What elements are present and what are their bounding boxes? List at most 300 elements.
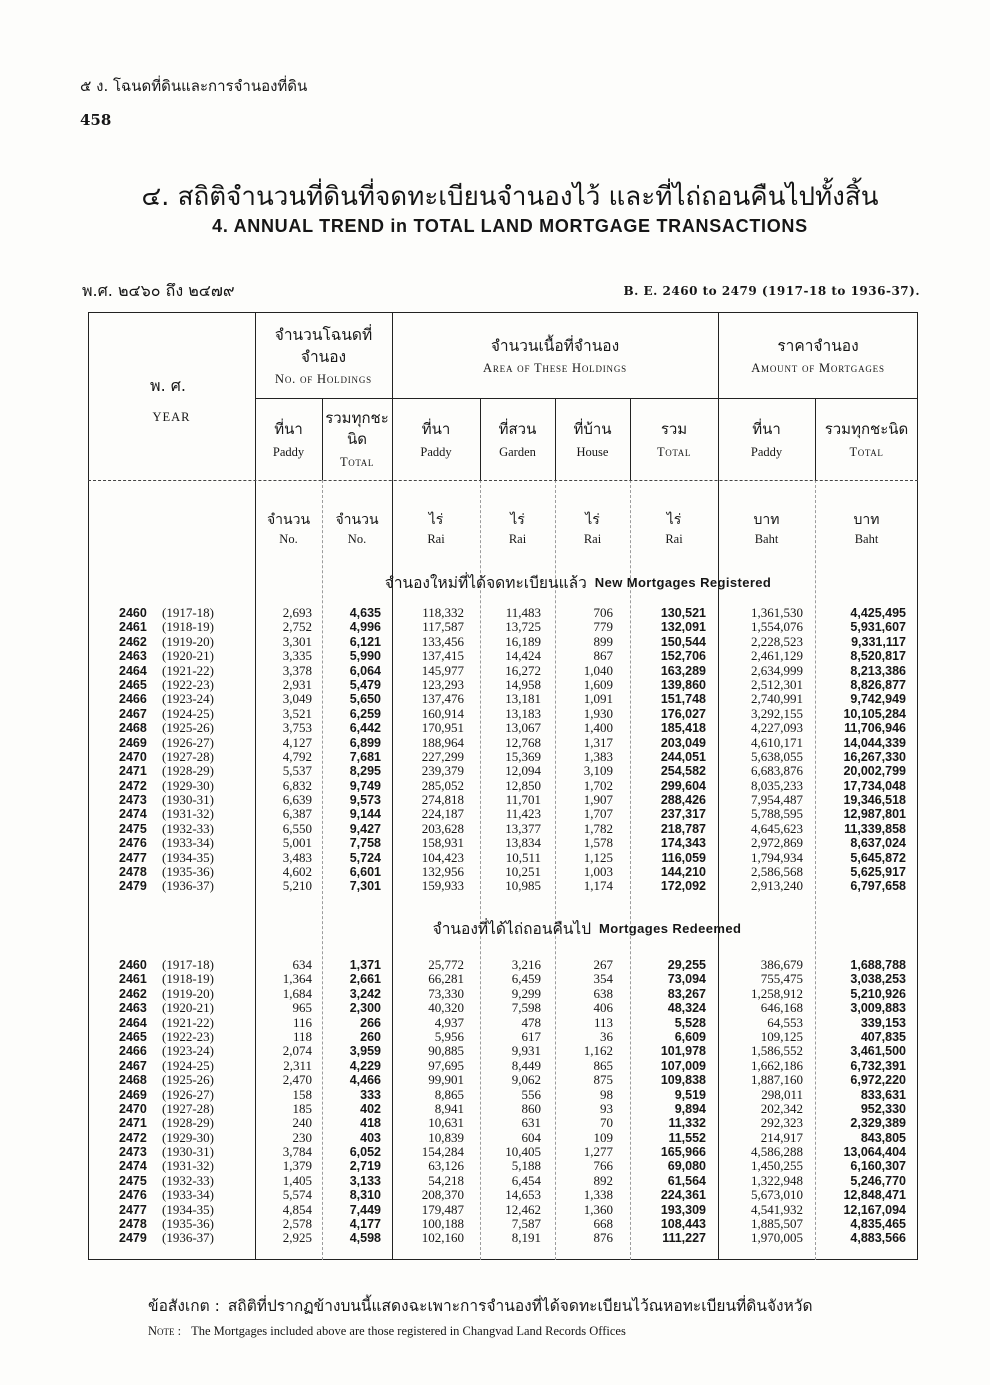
holdings-paddy-value: 1,379 — [282, 1158, 312, 1174]
amount-paddy-value: 2,461,129 — [751, 648, 803, 664]
year-be: 2464 — [119, 1015, 147, 1030]
area-house-value: 899 — [593, 633, 613, 649]
holdings-total-value: 3,959 — [349, 1044, 381, 1059]
amount-paddy-value: 3,292,155 — [751, 705, 803, 721]
holdings-total-value: 6,052 — [349, 1145, 381, 1160]
amount-total-value: 8,213,386 — [850, 663, 906, 678]
area-paddy-value: 274,818 — [421, 792, 464, 808]
section-title-thai: จำนองที่ได้ไถ่ถอนคืนไป — [432, 919, 592, 938]
holdings-total-value: 402 — [360, 1101, 381, 1116]
holdings-paddy-value: 3,378 — [282, 662, 312, 678]
year-ce: (1932-33) — [162, 1172, 214, 1188]
new-mortgages-rows — [88, 606, 918, 894]
holdings-paddy-value: 230 — [292, 1129, 312, 1145]
year-cell — [88, 1073, 255, 1087]
table-row — [88, 1203, 918, 1217]
period-thai: พ.ศ. ๒๔๖๐ ถึง ๒๔๗๙ — [82, 281, 235, 300]
year-ce: (1923-24) — [162, 691, 214, 707]
area-house-value: 1,277 — [583, 1144, 613, 1160]
area-total-value: 9,894 — [674, 1101, 706, 1116]
area-paddy-value: 40,320 — [428, 1000, 464, 1016]
year-be: 2471 — [119, 764, 147, 779]
holdings-total-value: 333 — [360, 1087, 381, 1102]
area-total-value: 101,978 — [660, 1044, 706, 1059]
section-title-thai: จำนองใหม่ที่ได้จดทะเบียนแล้ว — [384, 573, 587, 592]
year-be: 2476 — [119, 1188, 147, 1203]
area-house-value: 1,174 — [583, 878, 613, 894]
area-house-value: 638 — [593, 985, 613, 1001]
holdings-paddy-value: 1,364 — [282, 971, 312, 987]
year-cell — [88, 1217, 255, 1231]
year-ce: (1928-29) — [162, 763, 214, 779]
area-house-value: 706 — [593, 605, 613, 620]
amount-total-value: 339,153 — [860, 1015, 906, 1030]
year-cell — [88, 1159, 255, 1173]
amount-paddy-value: 646,168 — [760, 1000, 803, 1016]
area-paddy-value: 160,914 — [421, 705, 464, 721]
table-row — [88, 1116, 918, 1130]
amount-total-value: 3,009,883 — [850, 1001, 906, 1016]
area-total-value: 132,091 — [660, 620, 706, 635]
area-garden-value: 13,067 — [505, 720, 541, 736]
year-header-thai: พ. ศ. — [150, 376, 186, 395]
amount-paddy-value: 292,323 — [760, 1115, 803, 1131]
holdings-total-value: 3,242 — [349, 986, 381, 1001]
table-row — [88, 1174, 918, 1188]
table-row — [88, 1059, 918, 1073]
year-be: 2474 — [119, 1159, 147, 1174]
amount-paddy-value: 64,553 — [767, 1014, 803, 1030]
column-header-area-house — [555, 398, 630, 480]
area-garden-value: 10,405 — [505, 1144, 541, 1160]
holdings-paddy-value: 158 — [292, 1086, 312, 1102]
table-row — [88, 1102, 918, 1116]
area-house-value: 70 — [600, 1115, 613, 1131]
year-ce: (1924-25) — [162, 705, 214, 721]
year-ce: (1934-35) — [162, 849, 214, 865]
holdings-total-value: 1,371 — [349, 958, 381, 972]
area-house-value: 1,400 — [583, 720, 613, 736]
table-row — [88, 1159, 918, 1173]
year-be: 2467 — [119, 1058, 147, 1073]
area-house-value: 1,702 — [583, 777, 613, 793]
header-dashed-rule — [88, 480, 918, 481]
unit-thai: บาท — [853, 511, 880, 528]
column-header-thai: รวมทุกชะนิด — [824, 419, 909, 438]
year-cell — [88, 707, 255, 721]
year-cell — [88, 779, 255, 793]
year-be: 2478 — [119, 865, 147, 880]
table-row — [88, 1073, 918, 1087]
area-house-value: 766 — [593, 1158, 613, 1174]
holdings-total-value: 6,899 — [349, 735, 381, 750]
area-paddy-value: 54,218 — [428, 1172, 464, 1188]
area-total-value: 139,860 — [660, 677, 706, 692]
table-row — [88, 1188, 918, 1202]
year-be: 2462 — [119, 634, 147, 649]
year-cell — [88, 620, 255, 634]
year-ce: (1931-32) — [162, 806, 214, 822]
year-ce: (1917-18) — [162, 957, 214, 972]
column-header-thai: ที่นา — [421, 419, 451, 438]
holdings-paddy-value: 2,578 — [282, 1216, 312, 1232]
area-garden-value: 12,462 — [505, 1201, 541, 1217]
unit-thai: ไร่ — [510, 511, 525, 528]
table-row — [88, 692, 918, 706]
area-house-value: 98 — [600, 1086, 613, 1102]
unit-area-house — [555, 500, 630, 556]
holdings-total-value: 4,177 — [349, 1217, 381, 1232]
amount-total-value: 407,835 — [860, 1029, 906, 1044]
area-total-value: 237,317 — [660, 807, 706, 822]
year-cell — [88, 793, 255, 807]
year-ce: (1936-37) — [162, 1230, 214, 1246]
year-ce: (1919-20) — [162, 985, 214, 1001]
year-ce: (1924-25) — [162, 1057, 214, 1073]
area-house-value: 1,338 — [583, 1187, 613, 1203]
year-ce: (1920-21) — [162, 1000, 214, 1016]
year-be: 2470 — [119, 1101, 147, 1116]
holdings-total-value: 4,598 — [349, 1231, 381, 1246]
amount-paddy-value: 4,586,288 — [751, 1144, 803, 1160]
area-total-value: 9,519 — [674, 1087, 706, 1102]
area-total-value: 224,361 — [660, 1188, 706, 1203]
year-cell — [88, 972, 255, 986]
column-header-english: Paddy — [750, 444, 783, 459]
year-cell — [88, 721, 255, 735]
year-cell — [88, 692, 255, 706]
area-garden-value: 12,850 — [505, 777, 541, 793]
area-house-value: 406 — [593, 1000, 613, 1016]
table-row — [88, 606, 918, 620]
column-header-area-total — [630, 398, 718, 480]
year-cell — [88, 606, 255, 620]
holdings-paddy-value: 6,832 — [282, 777, 312, 793]
table-row — [88, 707, 918, 721]
amount-total-value: 5,645,872 — [850, 850, 906, 865]
amount-total-value: 4,835,465 — [850, 1217, 906, 1232]
table-row — [88, 1044, 918, 1058]
section-title-new-mortgages — [238, 570, 918, 594]
area-house-value: 1,907 — [583, 792, 613, 808]
table-row — [88, 958, 918, 972]
year-ce: (1929-30) — [162, 777, 214, 793]
area-garden-value: 15,369 — [505, 748, 541, 764]
column-header-english: Total — [849, 444, 884, 459]
amount-paddy-value: 4,227,093 — [751, 720, 803, 736]
column-header-amount-total — [815, 398, 918, 480]
holdings-total-value: 5,479 — [349, 677, 381, 692]
area-house-value: 867 — [593, 648, 613, 664]
holdings-total-value: 5,724 — [349, 850, 381, 865]
area-paddy-value: 4,937 — [434, 1014, 464, 1030]
area-house-value: 1,003 — [583, 864, 613, 880]
year-ce: (1936-37) — [162, 878, 214, 894]
section-title-redeemed — [256, 916, 918, 940]
holdings-total-value: 418 — [360, 1116, 381, 1131]
year-cell — [88, 764, 255, 778]
holdings-total-value: 6,601 — [349, 865, 381, 880]
year-be: 2464 — [119, 663, 147, 678]
year-be: 2468 — [119, 1073, 147, 1088]
area-garden-value: 631 — [521, 1115, 541, 1131]
page-number: 458 — [80, 111, 112, 129]
year-ce: (1935-36) — [162, 864, 214, 880]
area-group-english: Area of These Holdings — [483, 360, 627, 375]
holdings-total-value: 2,719 — [349, 1159, 381, 1174]
area-paddy-value: 25,772 — [428, 957, 464, 972]
year-cell — [88, 1174, 255, 1188]
year-be: 2469 — [119, 735, 147, 750]
area-total-value: 5,528 — [674, 1015, 706, 1030]
area-garden-value: 6,459 — [511, 971, 541, 987]
table-row — [88, 721, 918, 735]
amount-paddy-value: 1,258,912 — [751, 985, 803, 1001]
amount-paddy-value: 2,512,301 — [751, 676, 803, 692]
year-ce: (1930-31) — [162, 792, 214, 808]
area-total-value: 288,426 — [660, 793, 706, 808]
amount-paddy-value: 386,679 — [760, 957, 803, 972]
amount-total-value: 952,330 — [860, 1101, 906, 1116]
area-total-value: 144,210 — [660, 865, 706, 880]
column-header-thai: รวม — [660, 419, 688, 438]
table-row — [88, 1217, 918, 1231]
year-ce: (1919-20) — [162, 633, 214, 649]
year-header — [88, 312, 255, 480]
holdings-paddy-value: 1,684 — [282, 985, 312, 1001]
area-total-value: 11,552 — [668, 1130, 706, 1145]
year-cell — [88, 750, 255, 764]
table-row — [88, 1016, 918, 1030]
area-paddy-value: 203,628 — [421, 820, 464, 836]
unit-thai: ไร่ — [428, 511, 444, 528]
column-header-english: Paddy — [420, 444, 452, 459]
area-garden-value: 14,424 — [505, 648, 541, 664]
year-cell — [88, 879, 255, 893]
amount-total-value: 11,706,946 — [844, 721, 906, 736]
year-cell — [88, 851, 255, 865]
table-row — [88, 1088, 918, 1102]
year-be: 2477 — [119, 1202, 147, 1217]
area-garden-value: 14,653 — [505, 1187, 541, 1203]
holdings-paddy-value: 5,001 — [282, 835, 312, 851]
area-garden-value: 11,423 — [505, 806, 541, 822]
amount-paddy-value: 2,586,568 — [751, 864, 803, 880]
amount-total-value: 8,637,024 — [850, 836, 906, 851]
footnote-text-english: The Mortgages included above are those registered in Changvad Land Records Offices — [191, 1324, 626, 1338]
area-paddy-value: 10,839 — [428, 1129, 464, 1145]
column-header-area-paddy — [392, 398, 480, 480]
year-cell — [88, 664, 255, 678]
column-header-thai: ที่สวน — [498, 419, 537, 438]
amount-total-value: 11,339,858 — [844, 821, 906, 836]
area-garden-value: 9,931 — [511, 1043, 541, 1059]
year-ce: (1926-27) — [162, 734, 214, 750]
area-garden-value: 3,216 — [511, 957, 541, 972]
amount-paddy-value: 298,011 — [761, 1086, 803, 1102]
area-total-value: 203,049 — [660, 735, 706, 750]
year-ce: (1917-18) — [162, 605, 214, 620]
column-header-english: Total — [340, 455, 374, 469]
area-garden-value: 9,299 — [511, 985, 541, 1001]
area-total-value: 109,838 — [660, 1073, 706, 1088]
area-total-value: 174,343 — [660, 836, 706, 851]
area-total-value: 152,706 — [660, 649, 706, 664]
area-paddy-value: 10,631 — [428, 1115, 464, 1131]
holdings-paddy-value: 6,639 — [282, 792, 312, 808]
year-cell — [88, 1059, 255, 1073]
holdings-total-value: 9,144 — [349, 807, 381, 822]
area-total-value: 48,324 — [667, 1001, 706, 1016]
area-total-value: 11,332 — [668, 1116, 706, 1131]
year-be: 2479 — [119, 879, 147, 894]
year-ce: (1922-23) — [162, 1028, 214, 1044]
amount-paddy-value: 1,970,005 — [751, 1230, 803, 1246]
area-garden-value: 6,454 — [511, 1172, 541, 1188]
table-row — [88, 635, 918, 649]
year-ce: (1927-28) — [162, 1100, 214, 1116]
area-paddy-value: 158,931 — [421, 835, 464, 851]
amount-total-value: 13,064,404 — [843, 1145, 906, 1160]
year-be: 2463 — [119, 1001, 147, 1016]
area-garden-value: 7,587 — [511, 1216, 541, 1232]
year-cell — [88, 865, 255, 879]
column-header-amount-paddy — [718, 398, 815, 480]
table-row — [88, 664, 918, 678]
amount-total-value: 843,805 — [860, 1130, 906, 1145]
year-be: 2465 — [119, 677, 147, 692]
holdings-total-value: 4,466 — [349, 1073, 381, 1088]
amount-paddy-value: 1,450,255 — [751, 1158, 803, 1174]
year-cell — [88, 1188, 255, 1202]
unit-area-paddy — [392, 500, 480, 556]
holdings-total-value: 4,635 — [349, 606, 381, 620]
area-paddy-value: 73,330 — [428, 985, 464, 1001]
area-total-value: 165,966 — [660, 1145, 706, 1160]
section-title-english: New Mortgages Registered — [594, 574, 772, 590]
unit-english: No. — [279, 531, 298, 546]
amount-total-value: 6,160,307 — [850, 1159, 906, 1174]
amount-total-value: 12,848,471 — [843, 1188, 906, 1203]
holdings-paddy-value: 185 — [292, 1100, 312, 1116]
year-ce: (1926-27) — [162, 1086, 214, 1102]
year-ce: (1927-28) — [162, 748, 214, 764]
amount-paddy-value: 202,342 — [760, 1100, 803, 1116]
year-cell — [88, 958, 255, 972]
area-garden-value: 7,598 — [511, 1000, 541, 1016]
holdings-group-thai: จำนวนโฉนดที่จำนอง — [274, 325, 373, 366]
table-row — [88, 851, 918, 865]
column-header-holdings-paddy — [255, 398, 322, 480]
mortgage-table — [88, 312, 918, 1260]
year-cell — [88, 678, 255, 692]
table-border-bottom — [88, 1259, 918, 1260]
area-paddy-value: 132,956 — [421, 864, 464, 880]
column-header-english: House — [576, 444, 609, 459]
amount-paddy-value: 2,913,240 — [751, 878, 803, 894]
area-paddy-value: 104,423 — [421, 849, 464, 865]
holdings-paddy-value: 3,049 — [282, 691, 312, 707]
amount-paddy-value: 1,322,948 — [751, 1172, 803, 1188]
area-garden-value: 860 — [521, 1100, 541, 1116]
amount-paddy-value: 1,586,552 — [751, 1043, 803, 1059]
year-ce: (1929-30) — [162, 1129, 214, 1145]
area-garden-value: 14,958 — [505, 676, 541, 692]
holdings-total-value: 2,661 — [349, 972, 381, 987]
year-ce: (1931-32) — [162, 1158, 214, 1174]
area-garden-value: 478 — [521, 1014, 541, 1030]
area-house-value: 1,578 — [583, 835, 613, 851]
area-garden-value: 8,191 — [511, 1230, 541, 1246]
year-ce: (1925-26) — [162, 720, 214, 736]
amount-total-value: 5,625,917 — [850, 865, 906, 880]
holdings-paddy-value: 1,405 — [282, 1172, 312, 1188]
amount-group-header — [718, 312, 918, 398]
amount-paddy-value: 1,554,076 — [751, 619, 803, 635]
holdings-paddy-value: 2,693 — [282, 605, 312, 620]
amount-total-value: 8,826,877 — [850, 677, 906, 692]
area-house-value: 354 — [593, 971, 613, 987]
area-paddy-value: 99,901 — [428, 1072, 464, 1088]
amount-total-value: 3,461,500 — [850, 1044, 906, 1059]
area-garden-value: 8,449 — [511, 1057, 541, 1073]
holdings-paddy-value: 2,931 — [282, 676, 312, 692]
amount-total-value: 17,734,048 — [843, 778, 906, 793]
area-house-value: 1,383 — [583, 748, 613, 764]
year-cell — [88, 635, 255, 649]
amount-paddy-value: 6,683,876 — [751, 763, 803, 779]
table-row — [88, 1231, 918, 1245]
amount-paddy-value: 214,917 — [760, 1129, 803, 1145]
year-ce: (1935-36) — [162, 1216, 214, 1232]
area-garden-value: 13,183 — [505, 705, 541, 721]
area-total-value: 116,059 — [661, 850, 706, 865]
year-be: 2462 — [119, 986, 147, 1001]
amount-paddy-value: 7,954,487 — [751, 792, 803, 808]
year-be: 2476 — [119, 836, 147, 851]
area-paddy-value: 5,956 — [434, 1028, 464, 1044]
area-garden-value: 12,094 — [505, 763, 541, 779]
holdings-total-value: 4,996 — [349, 620, 381, 635]
area-house-value: 865 — [593, 1057, 613, 1073]
unit-area-garden — [480, 500, 555, 556]
unit-thai: ไร่ — [585, 511, 600, 528]
table-row — [88, 836, 918, 850]
year-be: 2477 — [119, 850, 147, 865]
redeemed-mortgages-rows — [88, 958, 918, 1246]
year-ce: (1922-23) — [162, 676, 214, 692]
area-house-value: 1,360 — [583, 1201, 613, 1217]
area-paddy-value: 102,160 — [421, 1230, 464, 1246]
year-be: 2472 — [119, 1130, 147, 1145]
column-header-thai: ที่บ้าน — [573, 419, 612, 438]
year-ce: (1928-29) — [162, 1115, 214, 1131]
area-garden-value: 10,511 — [505, 849, 541, 865]
year-be: 2473 — [119, 793, 147, 808]
amount-total-value: 6,732,391 — [850, 1058, 906, 1073]
area-total-value: 69,080 — [667, 1159, 706, 1174]
amount-paddy-value: 5,638,055 — [751, 748, 803, 764]
area-garden-value: 11,701 — [505, 792, 541, 808]
amount-total-value: 9,331,117 — [851, 634, 906, 649]
year-ce: (1934-35) — [162, 1201, 214, 1217]
unit-thai: ไร่ — [666, 511, 682, 528]
area-total-value: 6,609 — [674, 1029, 706, 1044]
year-ce: (1923-24) — [162, 1043, 214, 1059]
holdings-total-value: 5,650 — [349, 692, 381, 707]
year-be: 2461 — [119, 620, 147, 635]
holdings-total-value: 7,758 — [349, 836, 381, 851]
